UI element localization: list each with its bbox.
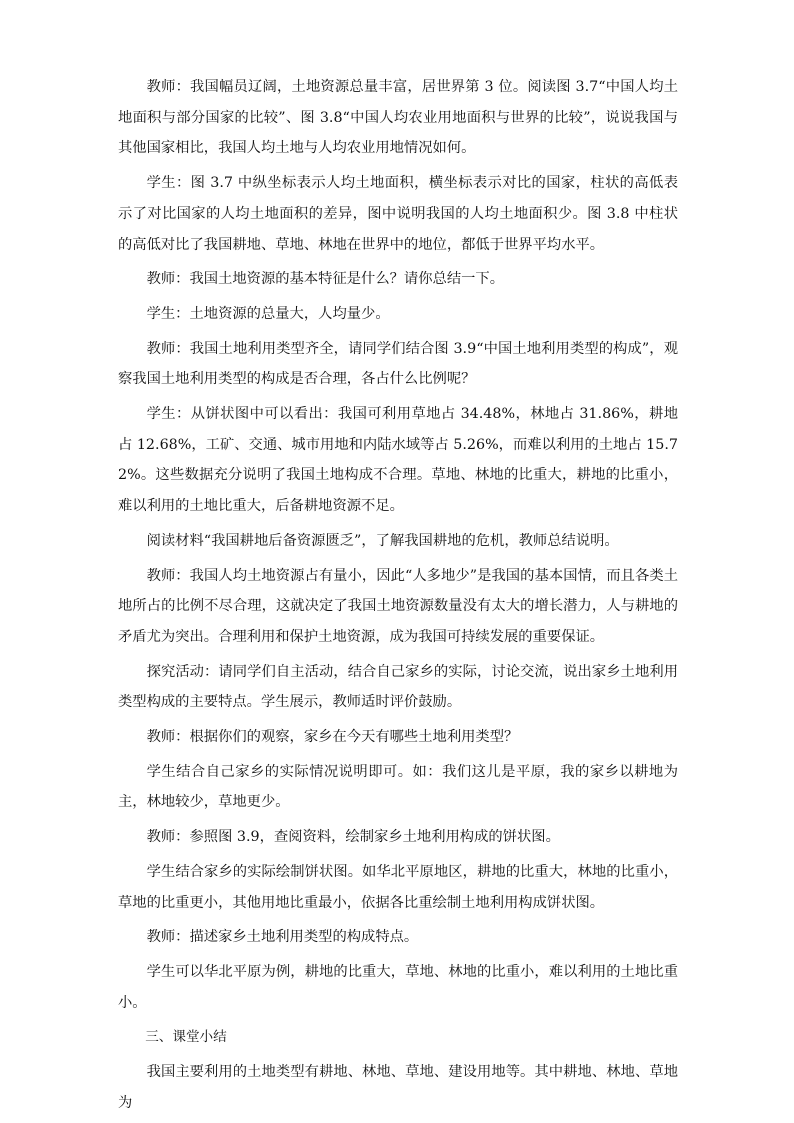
section-heading-class-summary: 三、课堂小结 — [145, 1029, 227, 1046]
paragraph-teacher-describe: 教师：描述家乡土地利用类型的构成特点。 — [146, 929, 419, 946]
document-page — [118, 72, 678, 1123]
paragraph-teacher-land-area: 教师：我国幅员辽阔，土地资源总量丰富，居世界第 3 位。阅读图 3.7“中国人均土地面积与部分国家的比较”、图 3.8“中国人均农业用地面积与世界的比较”，说说我国与其他国家相比，我国人均土地与人均农业用地情况如何。 — [118, 79, 678, 157]
paragraph-student-answer-features: 学生：土地资源的总量大，人均量少。 — [146, 305, 390, 322]
paragraph-teacher-question-features: 教师：我国土地资源的基本特征是什么？请你总结一下。 — [146, 271, 505, 288]
paragraph-inquiry-activity: 探究活动：请同学们自主活动，结合自己家乡的实际，讨论交流，说出家乡土地利用类型构成的主要特点。学生展示，教师适时评价鼓励。 — [118, 663, 678, 711]
paragraph-teacher-draw-chart: 教师：参照图 3.9，查阅资料，绘制家乡土地利用构成的饼状图。 — [146, 829, 560, 846]
paragraph-student-describe: 学生可以华北平原为例，耕地的比重大，草地、林地的比重小，难以利用的土地比重小。 — [118, 963, 678, 1011]
paragraph-summary-content: 我国主要利用的土地类型有耕地、林地、草地、建设用地等。其中耕地、林地、草地为 — [118, 1064, 678, 1111]
paragraph-student-pie-chart-reading: 学生：从饼状图中可以看出：我国可利用草地占 34.48%，林地占 31.86%，耕地占 12.68%，工矿、交通、城市用地和内陆水域等占 5.26%，而难以利用的土地占 15.72%。这些数据充分说明了我国土地构成不合理。草地、林地的比重大，耕地的比重小，难以利用的土地比重大，后备耕地资源不足。 — [118, 406, 679, 515]
paragraph-reading-material: 阅读材料“我国耕地后备资源匮乏”，了解我国耕地的危机，教师总结说明。 — [146, 532, 619, 549]
paragraph-student-figure-explanation: 学生：图 3.7 中纵坐标表示人均土地面积，横坐标表示对比的国家，柱状的高低表示了对比国家的人均土地面积的差异，图中说明我国的人均土地面积少。图 3.8 中柱状的高低对比了我国耕地、草地、林地在世界中的地位，都低于世界平均水平。 — [118, 175, 678, 253]
paragraph-student-draw-chart: 学生结合家乡的实际绘制饼状图。如华北平原地区，耕地的比重大，林地的比重小，草地的比重更小，其他用地比重最小，依据各比重绘制土地利用构成饼状图。 — [118, 863, 678, 911]
paragraph-student-hometown-answer: 学生结合自己家乡的实际情况说明即可。如：我们这儿是平原，我的家乡以耕地为主，林地较少，草地更少。 — [118, 763, 678, 811]
paragraph-teacher-hometown-question: 教师：根据你们的观察，家乡在今天有哪些土地利用类型？ — [146, 729, 519, 746]
paragraph-teacher-land-use-types: 教师：我国土地利用类型齐全，请同学们结合图 3.9“中国土地利用类型的构成”，观察我国土地利用类型的构成是否合理，各占什么比例呢？ — [118, 340, 678, 388]
paragraph-teacher-summary: 教师：我国人均土地资源占有量小，因此“人多地少”是我国的基本国情，而且各类土地所占的比例不尽合理，这就决定了我国土地资源数量没有太大的增长潜力，人与耕地的矛盾尤为突出。合理利用和保护土地资源，成为我国可持续发展的重要保证。 — [118, 567, 678, 645]
